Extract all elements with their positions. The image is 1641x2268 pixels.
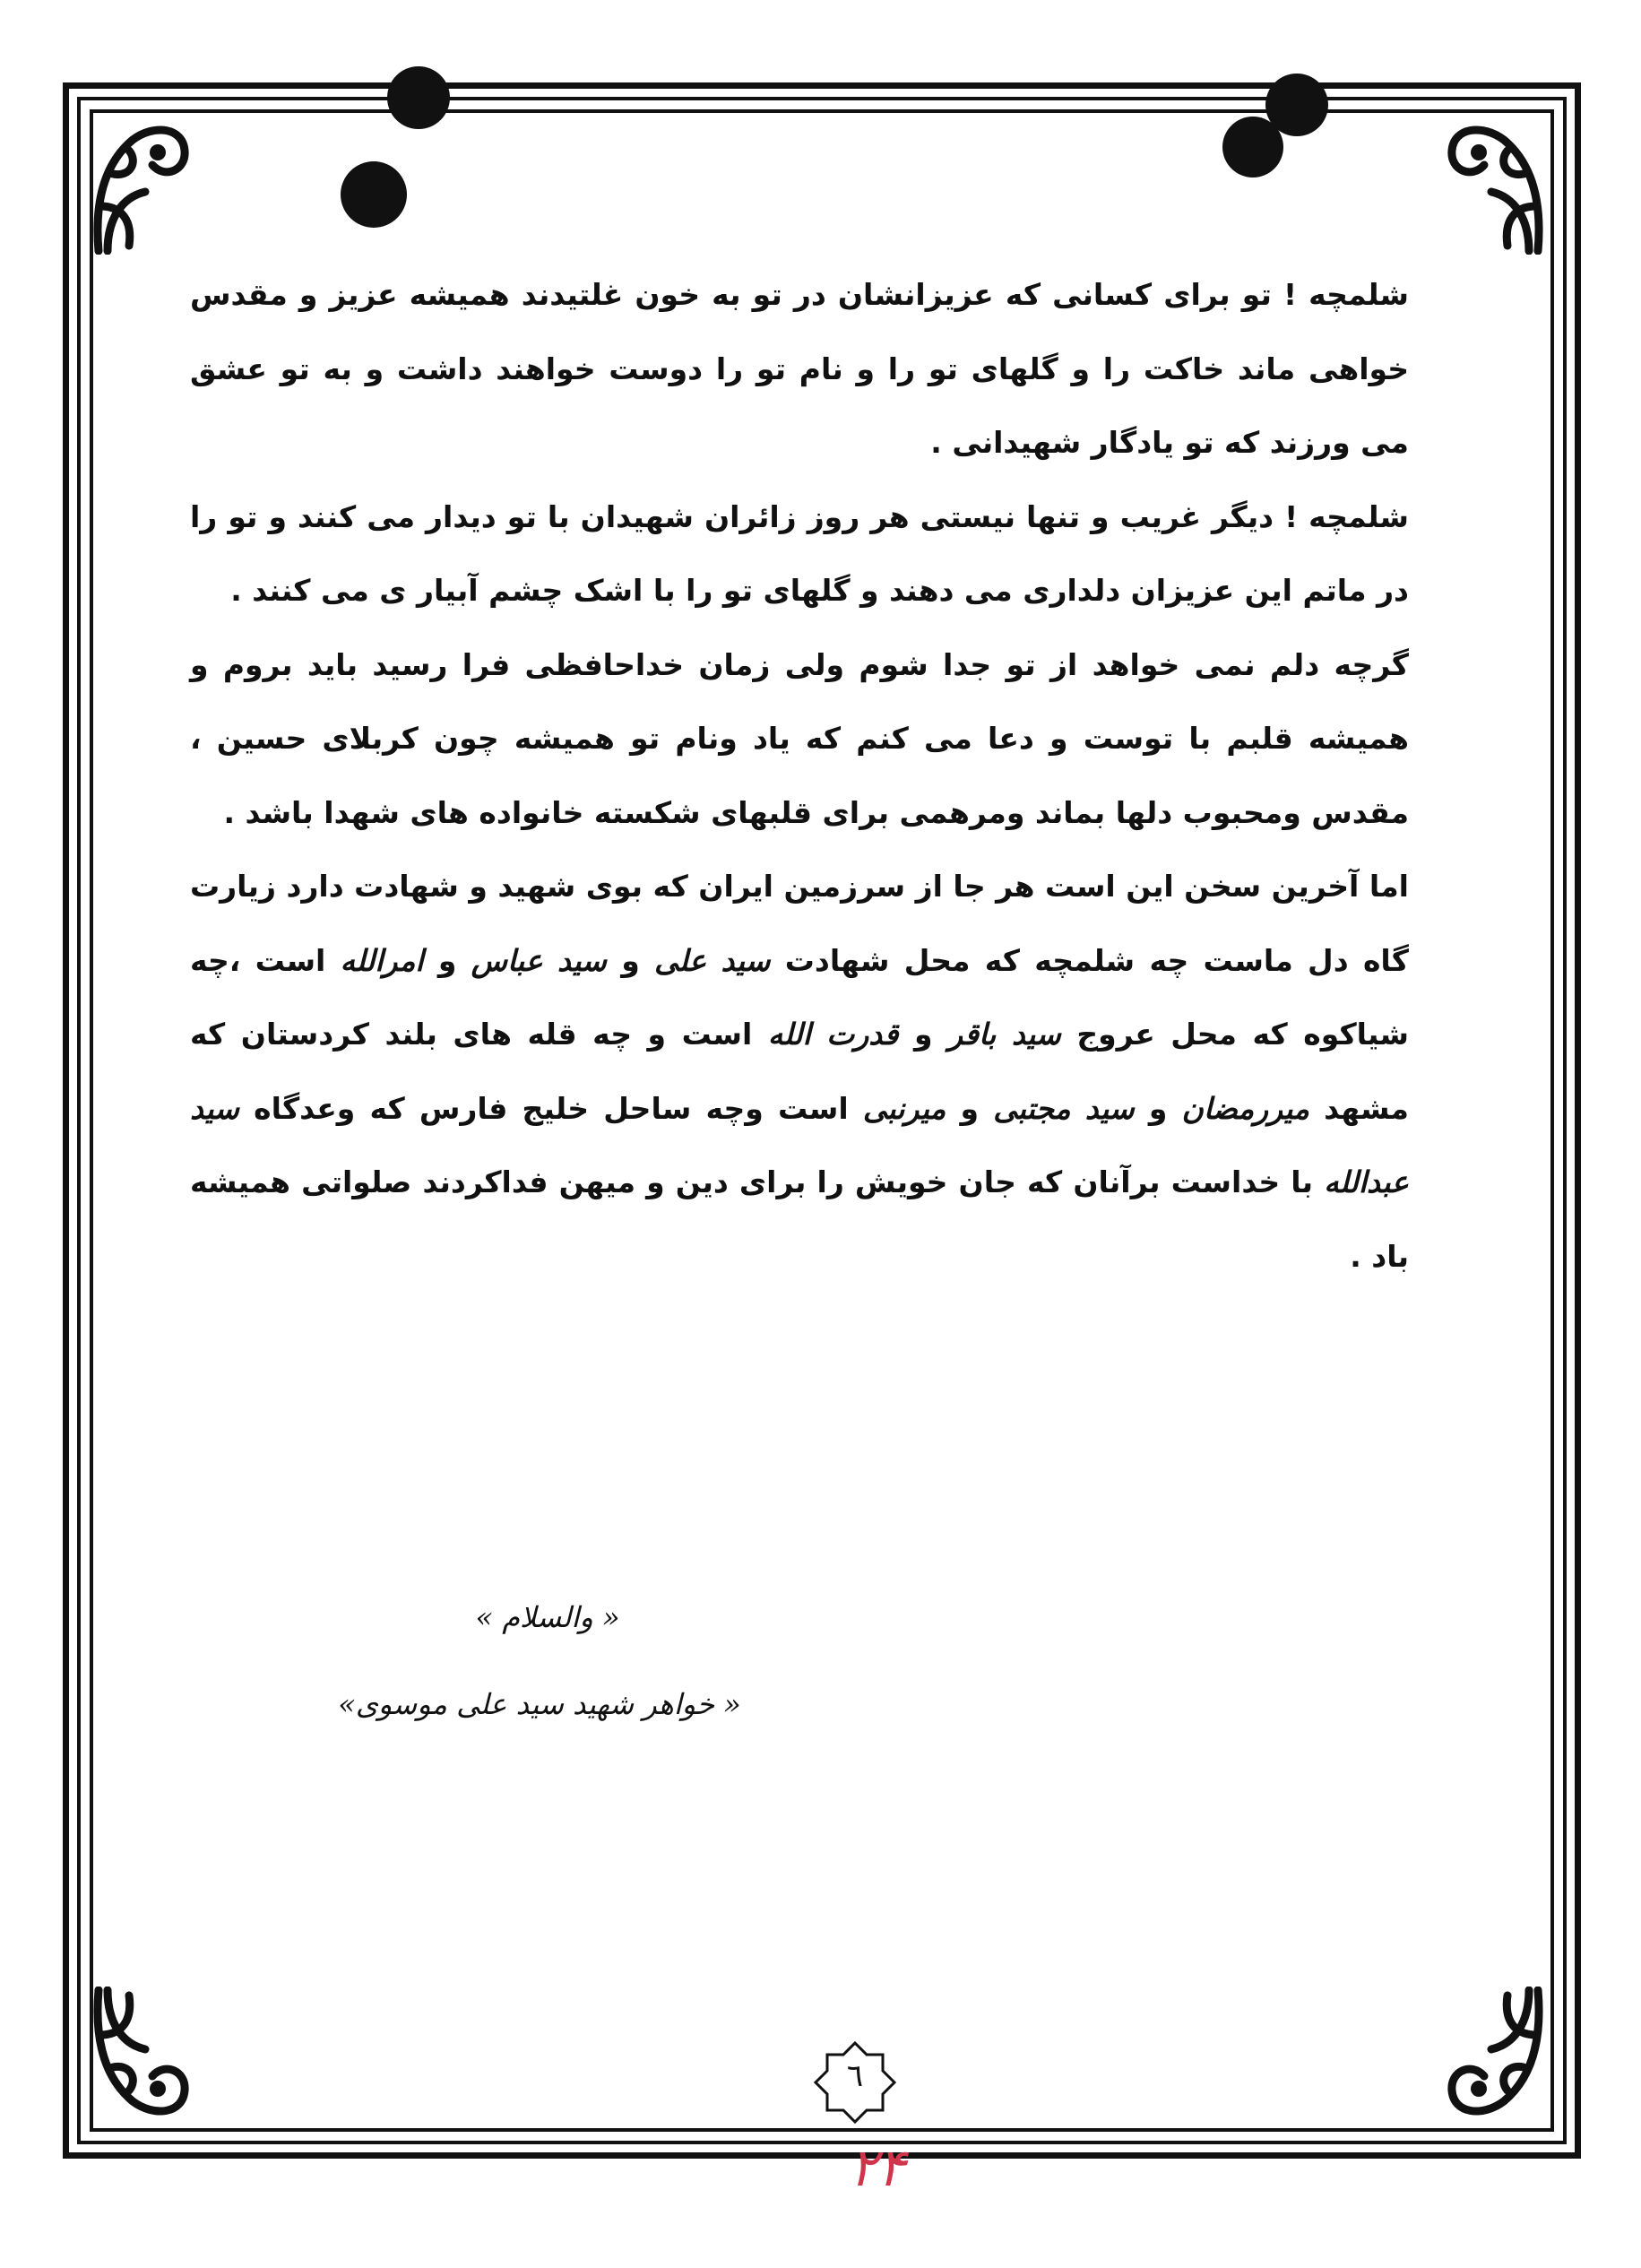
text-segment: است و چه قله های بلند کردستان که مشهد: [190, 1017, 1409, 1126]
text-segment: شلمچه ! تو برای کسانی که عزیزانشان در تو به خون غلتیدند همیشه عزیز و مقدس خواهی ماند خاکت را و گلهای تو را و نام تو را دوست خواهند داشت و به تو عشق می ورزند که تو یادگار شهیدانی .: [190, 277, 1409, 460]
paragraph: [190, 850, 1409, 1294]
closing-salutation: « والسلام »: [475, 1600, 620, 1634]
text-segment: است ،چه شیاکوه که محل عروج: [190, 942, 1409, 1052]
martyr-name: امرالله: [340, 942, 424, 978]
paragraph: [190, 480, 1409, 628]
martyr-name: سید عباس: [471, 942, 607, 978]
page-number: ٦: [846, 2058, 864, 2094]
text-segment: است وچه ساحل خلیج فارس که وعدگاه: [238, 1090, 863, 1126]
martyr-name: سید مجتبی: [993, 1090, 1135, 1126]
corner-ornament-top-left-icon: [86, 120, 194, 255]
martyr-name: سید عبدالله: [190, 1090, 1409, 1199]
handwritten-page-number: ۲۴: [849, 2137, 906, 2198]
text-segment: و: [1134, 1090, 1182, 1126]
martyr-name: میرنبی: [862, 1090, 946, 1126]
text-segment: و: [946, 1090, 994, 1126]
text-segment: با خداست برآنان که جان خویش را برای دین و میهن فداکردند صلواتی همیشه باد .: [190, 1164, 1409, 1274]
text-segment: و: [898, 1017, 949, 1052]
text-segment: و: [423, 942, 471, 978]
text-segment: شلمچه ! دیگر غریب و تنها نیستی هر روز زائران شهیدان با تو دیدار می کنند و تو را در ماتم این عزیزان دلداری می دهند و گلهای تو را با اشک چشم آبیار ی می کنند .: [190, 498, 1409, 608]
binder-hole-icon: [1222, 117, 1283, 177]
body-text: [190, 258, 1409, 1294]
paragraph: [190, 258, 1409, 480]
text-segment: گرچه دلم نمی خواهد از تو جدا شوم ولی زمان خداحافظی فرا رسید باید بروم و همیشه قلبم با توست و دعا می کنم که یاد ونام تو همیشه چون کربلای حسین ، مقدس ومحبوب دلها بماند ومرهمی برای قلبهای شکسته خانواده های شهدا باشد .: [190, 646, 1409, 830]
text-segment: اما آخرین سخن این است هر جا از سرزمین ایران که بوی شهید و شهادت دارد زیارت گاه دل ماست چه شلمچه که محل شهادت: [190, 869, 1410, 978]
corner-ornament-bottom-left-icon: [86, 1987, 194, 2121]
binder-hole-icon: [387, 66, 450, 129]
paragraph: [190, 628, 1409, 851]
martyr-name: سید علی: [654, 942, 771, 978]
martyr-name: قدرت الله: [767, 1017, 899, 1052]
corner-ornament-top-right-icon: [1443, 120, 1550, 255]
martyr-name: میررمضان: [1181, 1090, 1309, 1126]
binder-hole-icon: [341, 161, 407, 228]
corner-ornament-bottom-right-icon: [1443, 1987, 1550, 2121]
text-segment: و: [606, 942, 655, 978]
signature: « خواهر شهید سید علی موسوی»: [338, 1687, 741, 1721]
martyr-name: سید باقر: [948, 1017, 1061, 1052]
